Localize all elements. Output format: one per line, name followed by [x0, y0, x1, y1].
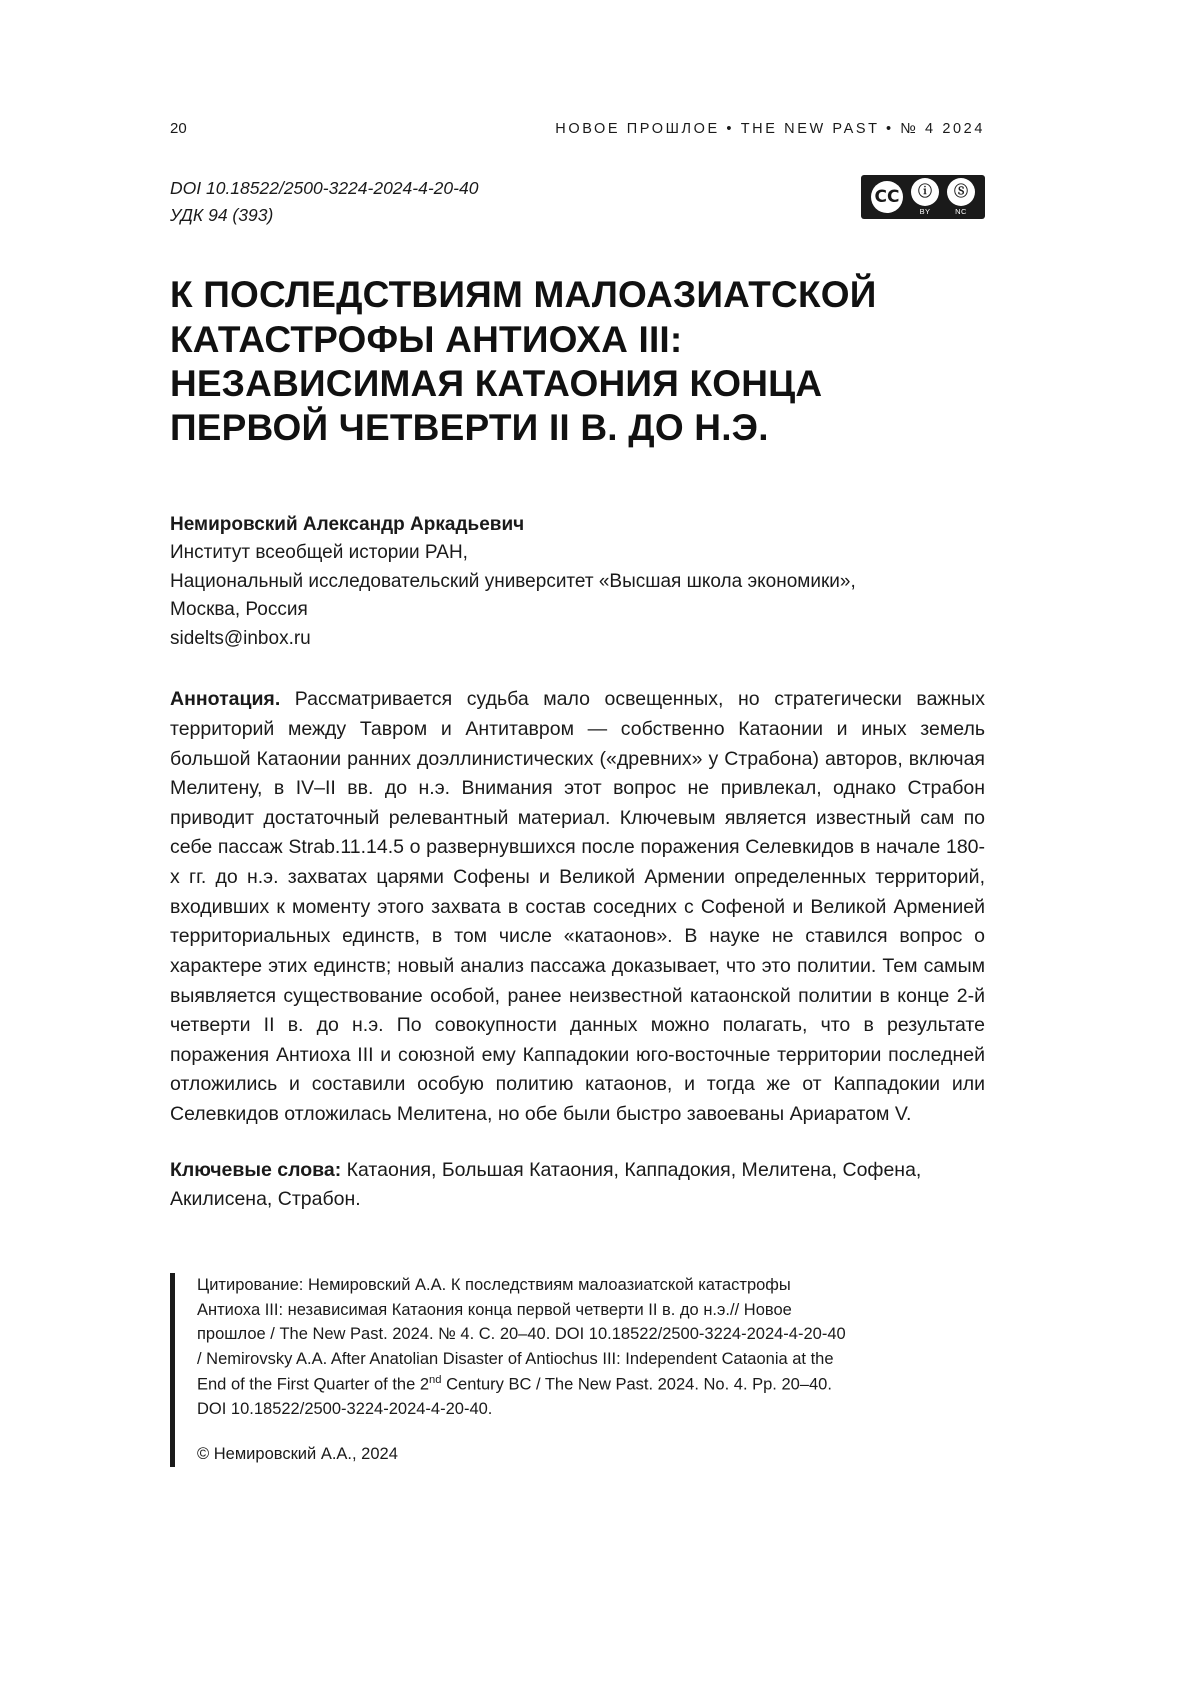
udk-line: УДК 94 (393)	[170, 205, 274, 226]
citation-line-5-b: Century BC / The New Past. 2024. No. 4. Pp. 20–40.	[441, 1375, 832, 1394]
keywords-text: Катаония, Большая Катаония, Каппадокия, Мелитена, Софена, Акилисена, Страбон.	[170, 1158, 922, 1211]
article-title: К ПОСЛЕДСТВИЯМ МАЛОАЗИАТСКОЙ КАТАСТРОФЫ АНТИОХА III: НЕЗАВИСИМАЯ КАТАОНИЯ КОНЦА ПЕРВОЙ ЧЕТВЕРТИ II В. ДО Н.Э.	[170, 274, 877, 449]
journal-title: НОВОЕ ПРОШЛОЕ • THE NEW PAST • № 4 2024	[555, 121, 985, 137]
citation-line-3: прошлое / The New Past. 2024. № 4. С. 20–40. DOI 10.18522/2500-3224-2024-4-20-40	[197, 1325, 846, 1344]
author-name: Немировский Александр Аркадьевич	[170, 513, 525, 535]
author-affiliation-1: Институт всеобщей истории РАН,	[170, 542, 468, 564]
cc-nc-label: NC	[955, 207, 967, 216]
creative-commons-icon: CC	[871, 181, 903, 213]
citation-line-1: Цитирование: Немировский А.А. К последствиям малоазиатской катастрофы	[197, 1275, 791, 1294]
citation-line-5	[197, 1372, 846, 1397]
identifier-row	[170, 175, 985, 229]
page-content	[170, 120, 985, 1467]
abstract-label: Аннотация.	[170, 688, 281, 711]
citation-line-2: Антиоха III: независимая Катаония конца первой четверти II в. до н.э.// Новое	[197, 1300, 792, 1319]
cc-nc-icon	[947, 178, 975, 216]
abstract-paragraph	[170, 685, 985, 1129]
citation-rule	[170, 1273, 175, 1467]
cc-license-badge[interactable]	[861, 175, 985, 219]
citation-ordinal-suffix: nd	[429, 1373, 442, 1386]
cc-by-glyph: ⓘ	[911, 178, 939, 206]
cc-by-icon	[911, 178, 939, 216]
doi-line: DOI 10.18522/2500-3224-2024-4-20-40	[170, 178, 479, 198]
copyright-line: © Немировский А.А., 2024	[197, 1444, 398, 1463]
author-city: Москва, Россия	[170, 599, 308, 621]
abstract-text: Рассматривается судьба мало освещенных, но стратегически важных территорий между Тавром и Антитавром — собственно Катаонии и иных земель большой Катаонии ранних доэллинистических («древних» у Страбона) авторов, включая Мелитену, в IV–II вв. до н.э. Внимания этот вопрос не привлекал, однако Страбон приводит достаточный релевантный материал. Ключевым является известный сам по себе пассаж Strab.11.14.5 о развернувшихся после поражения Селевкидов в начале 180-х гг. до н.э. захватах царями Софены и Великой Армении определенных территорий, входивших к моменту этого захвата в состав соседних с Софеной и Великой Арменией территориальных единств, в том числе «катаонов». В науке не ставился вопрос о характере этих единств; новый анализ пассажа доказывает, что это политии. Тем самым выявляется существование особой, ранее неизвестной катаонской политии в конце 2-й четверти II в. до н.э. По совокупности данных можно полагать, что в результате поражения Антиоха III и союзной ему Каппадокии юго-восточные территории последней отложились и составили особую политию катаонов, и тогда же от Каппадокии или Селевкидов отложилась Мелитена, но обе были быстро завоеваны Ариаратом V.	[170, 688, 985, 1126]
cc-nc-glyph: Ⓢ	[947, 178, 975, 206]
citation-body	[197, 1273, 846, 1467]
author-email[interactable]: sidelts@inbox.ru	[170, 627, 311, 649]
author-affiliation-2: Национальный исследовательский университет «Высшая школа экономики»,	[170, 570, 856, 592]
citation-line-6: DOI 10.18522/2500-3224-2024-4-20-40.	[197, 1400, 493, 1419]
keywords-paragraph	[170, 1156, 985, 1215]
identifier-block	[170, 175, 478, 229]
citation-line-5-a: End of the First Quarter of the 2	[197, 1375, 430, 1394]
running-head	[170, 120, 985, 137]
citation-line-4: / Nemirovsky A.A. After Anatolian Disaster of Antiochus III: Independent Cataonia at the	[197, 1350, 834, 1369]
page-number: 20	[170, 120, 187, 137]
keywords-label: Ключевые слова:	[170, 1158, 342, 1181]
cc-by-label: BY	[919, 207, 931, 216]
citation-block	[170, 1273, 985, 1467]
author-block	[170, 511, 985, 654]
